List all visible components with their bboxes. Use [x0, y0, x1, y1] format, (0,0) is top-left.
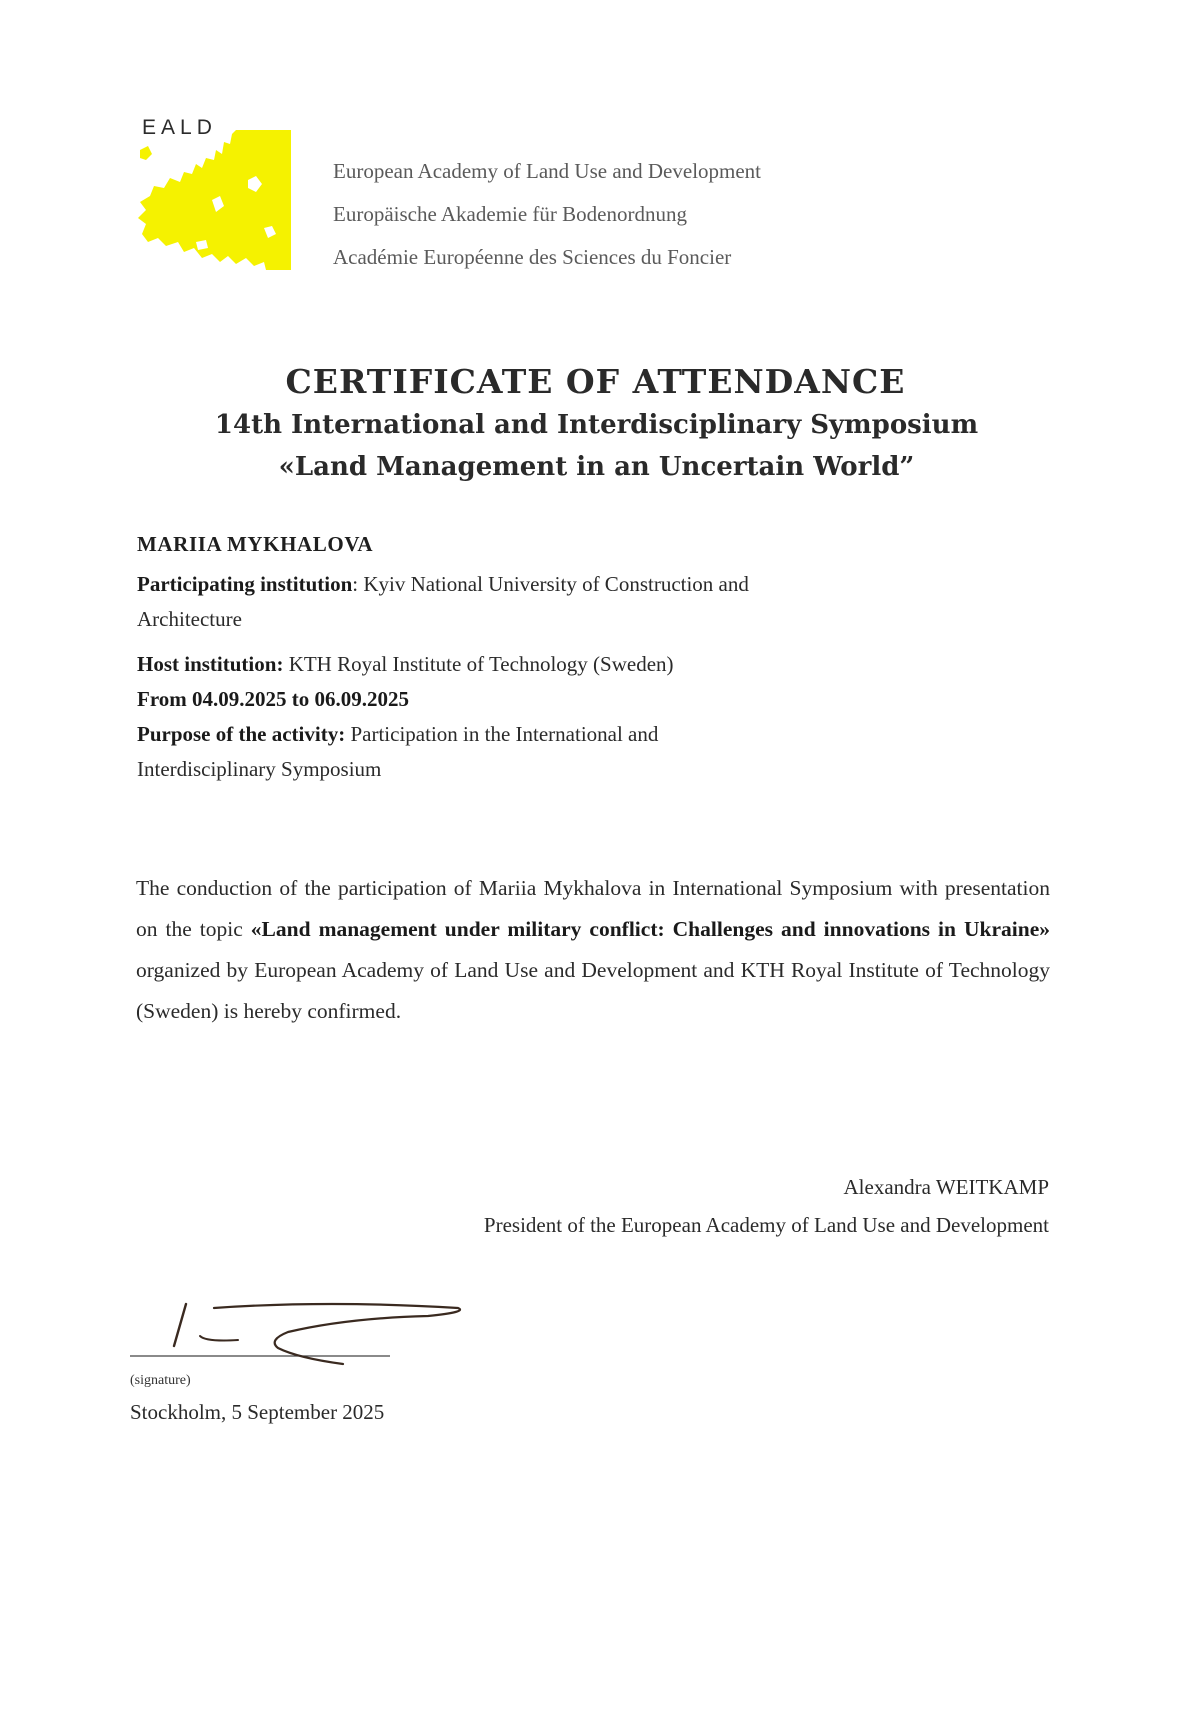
- purpose-label: Purpose of the activity:: [137, 722, 346, 746]
- signatory-name: Alexandra WEITKAMP: [843, 1175, 1049, 1199]
- logo-text: EALD: [142, 116, 217, 139]
- certificate-titles: [0, 360, 1189, 488]
- symposium-theme: «Land Management in an Uncertain World”: [278, 452, 915, 482]
- attendee-name: MARIIA MYKHALOVA: [137, 532, 374, 556]
- dates-row: [137, 682, 1057, 717]
- host-institution-row: [137, 647, 1057, 682]
- paragraph-part1: The conduction of the participation of Mariia Mykhalova in International Symposium with presentation on the topic: [136, 876, 1050, 941]
- signatory-title: President of the European Academy of Land Use and Development: [483, 1213, 1049, 1237]
- participating-institution-row: [137, 567, 1057, 602]
- purpose-value: Participation in the International and: [345, 722, 659, 746]
- participating-institution-cont: Architecture: [137, 607, 242, 631]
- signatory-block: [484, 1168, 1049, 1244]
- host-institution-label: Host institution:: [137, 652, 284, 676]
- confirmation-paragraph: [136, 868, 1050, 1032]
- org-name-french: Académie Européenne des Sciences du Foncier: [333, 245, 732, 269]
- europe-map-icon: [136, 130, 296, 290]
- purpose-cont: Interdisciplinary Symposium: [137, 757, 382, 781]
- eald-logo: [136, 116, 296, 282]
- attendee-details: [137, 532, 1057, 787]
- certificate-title: CERTIFICATE OF ATTENDANCE: [285, 362, 906, 401]
- organization-names: [333, 150, 761, 279]
- participating-institution-label: Participating institution: [137, 572, 353, 596]
- org-name-english: European Academy of Land Use and Development: [333, 159, 762, 183]
- participating-institution-value: : Kyiv National University of Construction and: [352, 572, 749, 596]
- place-and-date: Stockholm, 5 September 2025: [130, 1400, 385, 1424]
- symposium-title: 14th International and Interdisciplinary Symposium: [214, 410, 979, 440]
- presentation-topic: «Land management under military conflict: Challenges and innovations in Ukraine»: [250, 917, 1050, 941]
- purpose-row: [137, 717, 1057, 752]
- paragraph-part2: organized by European Academy of Land Use and Development and KTH Royal Institute of Technology (Sweden) is hereby confirmed.: [136, 958, 1050, 1023]
- host-institution-value: KTH Royal Institute of Technology (Sweden): [283, 652, 674, 676]
- signature-caption: (signature): [130, 1373, 191, 1388]
- handwritten-signature: [128, 1296, 488, 1376]
- attendance-dates: From 04.09.2025 to 06.09.2025: [137, 687, 410, 711]
- org-name-german: Europäische Akademie für Bodenordnung: [333, 202, 687, 226]
